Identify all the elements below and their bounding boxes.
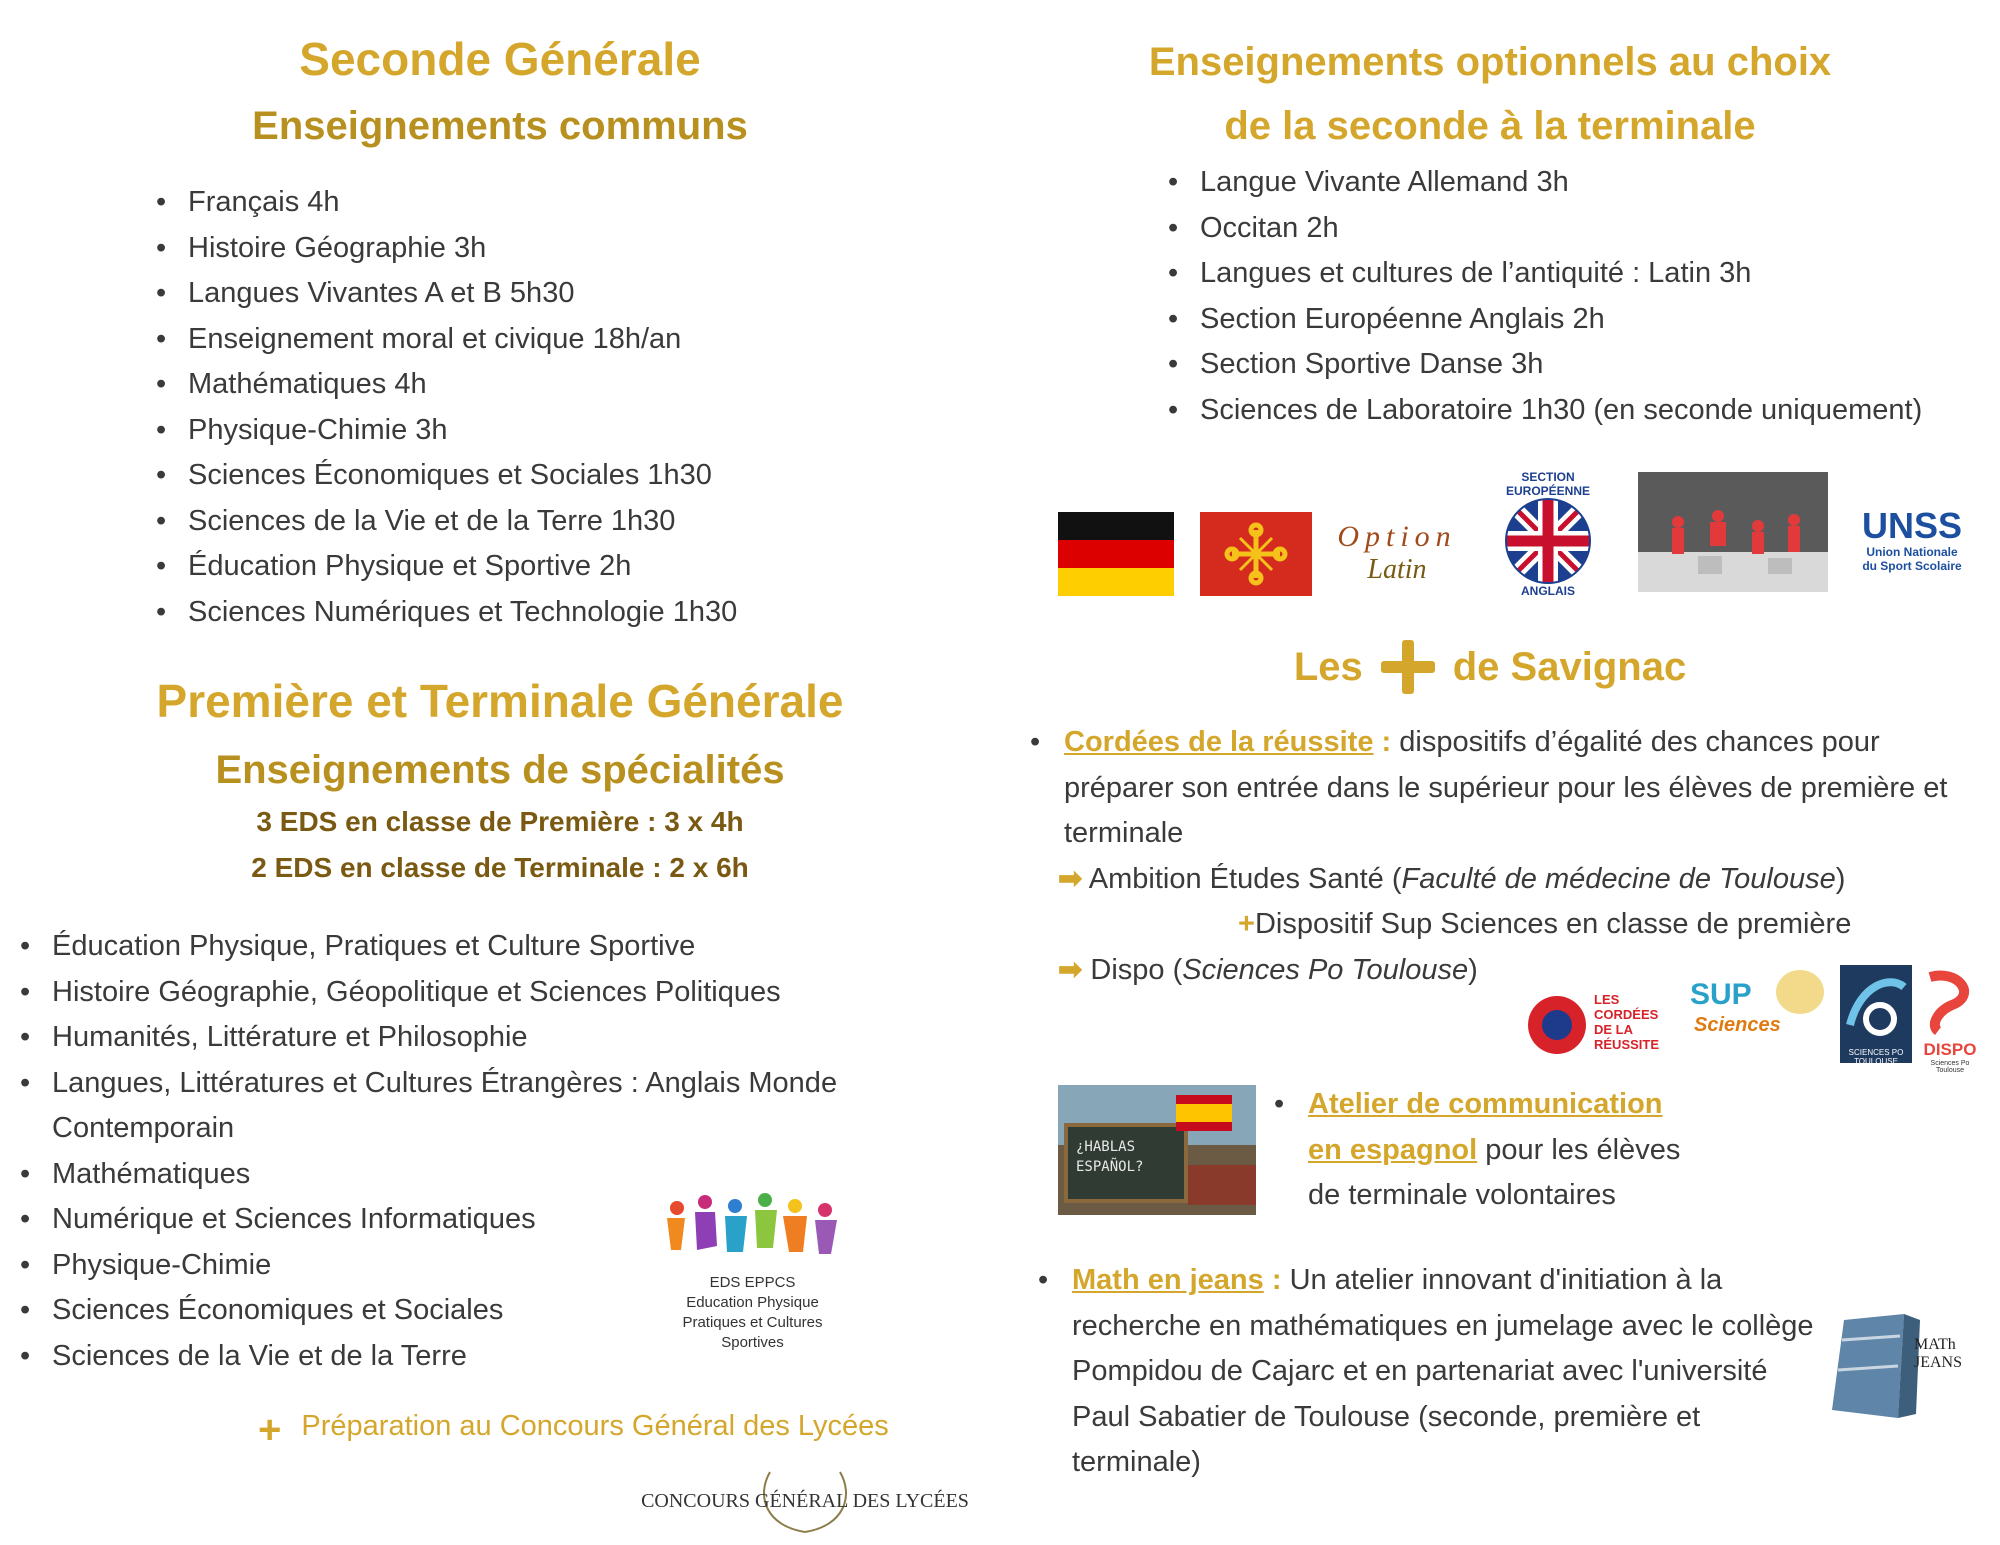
math-en-jeans-link[interactable]: Math en jeans <box>1072 1264 1264 1296</box>
sciences-po-toulouse-logo <box>1840 965 1912 1066</box>
communs-list <box>152 180 737 635</box>
german-flag-icon <box>1058 512 1174 596</box>
eppcs-line3: Pratiques et Cultures <box>682 1314 823 1331</box>
list-item: • Français 4h <box>152 180 737 226</box>
arrow-right-icon: ➡ <box>1058 862 1083 895</box>
list-item: • Sciences Économiques et Sociales 1h30 <box>152 453 737 499</box>
list-item: • Physique-Chimie <box>16 1243 916 1289</box>
eds-premiere: 3 EDS en classe de Première : 3 x 4h <box>256 806 744 837</box>
list-item: • Humanités, Littérature et Philosophie <box>16 1015 916 1061</box>
cordees-link[interactable]: Cordées de la réussite <box>1064 726 1374 758</box>
concours-logo <box>606 1466 1004 1536</box>
list-item: • Enseignement moral et civique 18h/an <box>152 317 737 363</box>
communs-title: Enseignements communs <box>252 104 748 148</box>
espagnol-section: • Atelier de communication en espagnol pour les élèves de terminale volontaires <box>1274 1088 1681 1211</box>
eppcs-logo <box>655 1188 850 1373</box>
optionnels-list <box>1164 160 1922 433</box>
savignac-title-rest: de Savignac <box>1452 644 1687 689</box>
eppcs-line4: Sportives <box>721 1334 784 1351</box>
hablas-espanol-photo <box>1058 1085 1256 1215</box>
list-item: • Histoire Géographie, Géopolitique et Sciences Politiques <box>16 970 916 1016</box>
plus-icon: + <box>258 1408 282 1452</box>
math-en-jeans-text: Un atelier innovant d'initiation à la recherche en mathématiques en jumelage avec le collège Pompidou de Cajarc et en partenariat avec l'université Paul Sabatier de Toulouse (seconde, première et terminale) <box>1072 1264 1814 1478</box>
concours-text: Préparation au Concours Général des Lycées <box>301 1410 889 1442</box>
optionnels-title-1: Enseignements optionnels au choix <box>1148 40 1832 84</box>
athletes-icon <box>655 1188 850 1268</box>
unss-line3: du Sport Scolaire <box>1862 559 1962 573</box>
list-item: • Section Européenne Anglais 2h <box>1164 297 1922 343</box>
sup-sciences-logo <box>1690 970 1830 1060</box>
sup-text: SUP <box>1690 978 1752 1011</box>
list-item: • Sciences Économiques et Sociales <box>16 1288 916 1334</box>
supsciences-line <box>1028 902 1988 948</box>
dispo-logo-text: DISPO <box>1923 1040 1977 1059</box>
math-en-jeans-section: • Math en jeans : Un atelier innovant d'initiation à la recherche en mathématiques en jumelage avec le collège Pompidou de Cajarc et en partenariat avec l'université Paul Sabatier de Toulouse (seconde, première et terminale) <box>1038 1264 1814 1478</box>
cordees-section: • Cordées de la réussite : dispositifs d’égalité des chances pour préparer son entrée dans le supérieur pour les élèves de première et terminale ➡ Ambition Études Santé (Faculté de médecine de Toulouse) +Dispositif Sup Sciences en classe de première ➡ Dispo (Sciences Po Toulouse) <box>1028 720 1988 993</box>
ambition-line: ➡ Ambition Études Santé (Faculté de médecine de Toulouse) <box>1058 862 1846 895</box>
math-en-jeans-logo: MATh JEANS <box>1824 1310 1974 1422</box>
list-item: • Occitan 2h <box>1164 206 1922 252</box>
list-item: • Sciences de la Vie et de la Terre <box>16 1334 916 1380</box>
sciences-po-text: Sciences Po Toulouse <box>1182 953 1469 986</box>
premiere-title: Première et Terminale Générale <box>156 675 844 727</box>
section-top-text: SECTION EUROPÉENNE <box>1505 470 1591 498</box>
scpo-text: SCIENCES PO TOULOUSE <box>1848 1048 1904 1066</box>
plus-icon: + <box>1238 908 1255 940</box>
section-europeenne-logo <box>1478 470 1618 598</box>
unss-line2: Union Nationale <box>1866 545 1958 559</box>
cordees-sep: : <box>1373 726 1400 758</box>
chalkboard: ¿HABLAS ESPAÑOL? <box>1064 1123 1188 1203</box>
list-item: • Éducation Physique et Sportive 2h <box>152 544 737 590</box>
espagnol-link-1[interactable]: Atelier de communication <box>1308 1088 1663 1120</box>
list-item: • Mathématiques 4h <box>152 362 737 408</box>
seconde-title: Seconde Générale <box>299 33 701 85</box>
dispo-line: ➡ Dispo (Sciences Po Toulouse) <box>1058 953 1478 986</box>
cordees-reussite-logo: LES CORDÉES DE LA RÉUSSITE <box>1528 990 1683 1060</box>
uk-flag-icon <box>1505 498 1591 584</box>
savignac-title <box>1040 640 1940 694</box>
cordees-text: dispositifs d’égalité des chances pour préparer son entrée dans le supérieur pour les élèves de première et terminale <box>1064 726 1948 849</box>
optionnels-title-2: de la seconde à la terminale <box>1224 104 1756 148</box>
eppcs-line1: EDS EPPCS <box>709 1274 796 1291</box>
list-item: • Sciences de Laboratoire 1h30 (en seconde uniquement) <box>1164 388 1922 434</box>
latin-logo-text-1: Option <box>1337 520 1457 553</box>
unss-text: UNSS <box>1861 505 1963 546</box>
list-item: • Section Sportive Danse 3h <box>1164 342 1922 388</box>
list-item: • Langues, Littératures et Cultures Étrangères : Anglais Monde Contemporain <box>16 1061 916 1152</box>
concours-logo-text: CONCOURS GÉNÉRAL DES LYCÉES <box>641 1489 969 1512</box>
list-item: • Numérique et Sciences Informatiques <box>16 1197 916 1243</box>
list-item: • Histoire Géographie 3h <box>152 226 737 272</box>
sciences-text: Sciences <box>1694 1014 1781 1036</box>
savignac-title-les: Les <box>1293 644 1363 689</box>
list-item: • Sciences Numériques et Technologie 1h30 <box>152 590 737 636</box>
latin-logo-text-2: Latin <box>1367 554 1427 585</box>
eppcs-line2: Education Physique <box>686 1294 819 1311</box>
spain-flag-icon <box>1176 1095 1232 1131</box>
danse-photo <box>1638 472 1828 592</box>
list-item: • Langues Vivantes A et B 5h30 <box>152 271 737 317</box>
list-item: • Éducation Physique, Pratiques et Culture Sportive <box>16 924 916 970</box>
list-item: • Langues et cultures de l’antiquité : Latin 3h <box>1164 251 1922 297</box>
list-item: • Langue Vivante Allemand 3h <box>1164 160 1922 206</box>
list-item: • Mathématiques <box>16 1152 916 1198</box>
eds-terminale: 2 EDS en classe de Terminale : 2 x 6h <box>251 852 749 883</box>
faculte-text: Faculté de médecine de Toulouse <box>1401 862 1836 895</box>
arrow-right-icon: ➡ <box>1058 953 1083 986</box>
list-item: • Physique-Chimie 3h <box>152 408 737 454</box>
concours-line <box>258 1402 889 1452</box>
plus-icon <box>1381 640 1435 694</box>
occitan-flag-icon <box>1200 512 1312 596</box>
dispo-logo: DISPO Sciences Po Toulouse <box>1918 965 1982 1063</box>
unss-logo <box>1848 500 1976 580</box>
supsciences-text: Dispositif Sup Sciences en classe de première <box>1254 908 1852 940</box>
bulb-icon <box>1776 970 1824 1014</box>
section-bottom-text: ANGLAIS <box>1521 584 1575 598</box>
option-latin-logo <box>1332 508 1462 598</box>
specialites-title: Enseignements de spécialités <box>215 748 785 792</box>
espagnol-link-2[interactable]: en espagnol <box>1308 1133 1478 1166</box>
list-item: • Sciences de la Vie et de la Terre 1h30 <box>152 499 737 545</box>
